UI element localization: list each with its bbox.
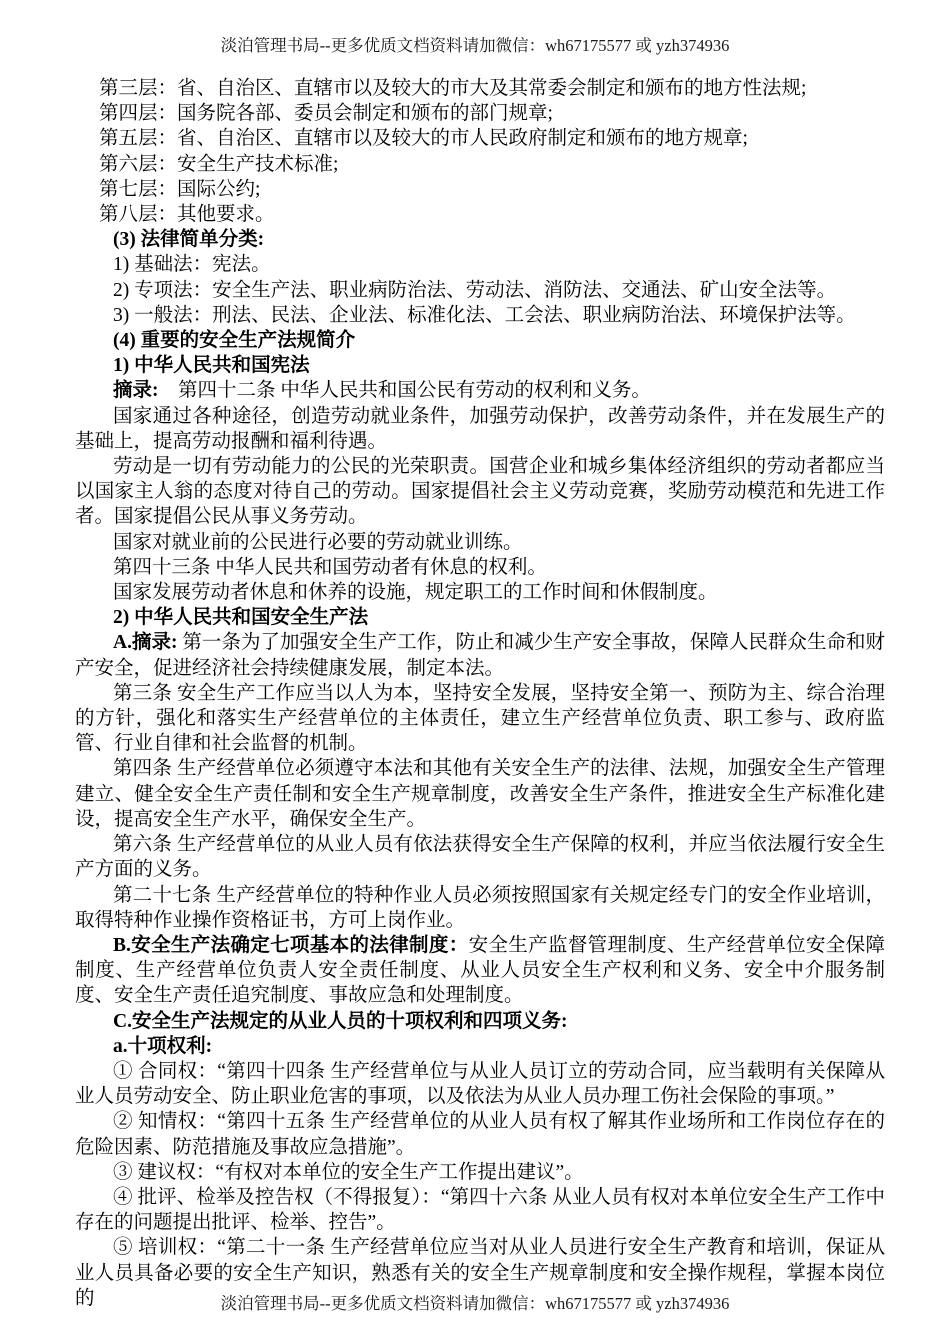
paragraph: ③ 建议权：“有权对本单位的安全生产工作提出建议”。 <box>113 1161 584 1183</box>
document-body <box>75 76 885 1311</box>
paragraph: ② 知情权：“第四十五条 生产经营单位的从业人员有权了解其作业场所和工作岗位存在的危险因素、防范措施及事故应急措施”。 <box>75 1111 885 1158</box>
paragraph: 第七层：国际公约; <box>99 178 261 200</box>
paragraph: 劳动是一切有劳动能力的公民的光荣职责。国营企业和城乡集体经济组织的劳动者都应当以国家主人翁的态度对待自己的劳动。国家提倡社会主义劳动竞赛，奖励劳动模范和先进工作者。国家提倡公民从事义务劳动。 <box>75 456 885 528</box>
paragraph: a.十项权利: <box>113 1035 213 1057</box>
paragraph: C.安全生产法规定的从业人员的十项权利和四项义务: <box>113 1010 568 1032</box>
paragraph-label: A.摘录: <box>113 632 178 654</box>
paragraph: 第六层：安全生产技术标准; <box>99 153 339 175</box>
paragraph: 国家发展劳动者休息和休养的设施，规定职工的工作时间和休假制度。 <box>113 582 718 604</box>
paragraph: B.安全生产法确定七项基本的法律制度：安全生产监督管理制度、生产经营单位安全保障制度、生产经营单位负责人安全责任制度、从业人员安全生产权利和义务、安全中介服务制度、安全生产责任追究制度、事故应急和处理制度。 <box>75 934 885 1007</box>
paragraph: 1) 基础法：宪法。 <box>113 254 271 276</box>
header-watermark: 淡泊管理书局--更多优质文档资料请加微信：wh67175577 或 yzh374936 <box>220 36 730 55</box>
paragraph: 3) 一般法：刑法、民法、企业法、标准化法、工会法、职业病防治法、环境保护法等。 <box>113 304 856 326</box>
paragraph: ④ 批评、检举及控告权（不得报复）：“第四十六条 从业人员有权对本单位安全生产工作中存在的问题提出批评、检举、控告”。 <box>75 1186 885 1234</box>
paragraph: 1) 中华人民共和国宪法 <box>113 355 310 377</box>
paragraph: A.摘录: 第一条为了加强安全生产工作，防止和减少生产安全事故，保障人民群众生命和财产安全，促进经济社会持续健康发展，制定本法。 <box>75 632 885 679</box>
footer-watermark: 淡泊管理书局--更多优质文档资料请加微信：wh67175577 或 yzh374936 <box>220 1294 730 1313</box>
paragraph: 国家通过各种途径，创造劳动就业条件，加强劳动保护，改善劳动条件，并在发展生产的基础上，提高劳动报酬和福利待遇。 <box>75 405 885 452</box>
paragraph: 第六条 生产经营单位的从业人员有依法获得安全生产保障的权利，并应当依法履行安全生产方面的义务。 <box>75 834 885 881</box>
paragraph: 第五层：省、自治区、直辖市以及较大的市人民政府制定和颁布的地方规章; <box>99 128 748 150</box>
paragraph: 2) 专项法：安全生产法、职业病防治法、劳动法、消防法、交通法、矿山安全法等。 <box>113 279 837 301</box>
paragraph: 2) 中华人民共和国安全生产法 <box>113 607 369 629</box>
paragraph: ⑤ 培训权：“第二十一条 生产经营单位应当对从业人员进行安全生产教育和培训，保证从业人员具备必要的安全生产知识，熟悉有关的安全生产规章制度和安全操作规程，掌握本岗位的 <box>75 1237 885 1309</box>
paragraph-label: B.安全生产法确定七项基本的法律制度： <box>113 934 469 956</box>
paragraph: 第二十七条 生产经营单位的特种作业人员必须按照国家有关规定经专门的安全作业培训，取得特种作业操作资格证书，方可上岗作业。 <box>75 884 885 931</box>
paragraph: 第四十三条 中华人民共和国劳动者有休息的权利。 <box>113 556 547 578</box>
paragraph: 第四条 生产经营单位必须遵守本法和其他有关安全生产的法律、法规，加强安全生产管理建立、健全安全生产责任制和安全生产规章制度，改善安全生产条件，推进安全生产标准化建设，提高安全生产水平，确保安全生产。 <box>75 758 885 830</box>
paragraph: 第三层：省、自治区、直辖市以及较大的市大及其常委会制定和颁布的地方性法规; <box>99 78 807 99</box>
paragraph: 第八层：其他要求。 <box>99 204 275 226</box>
paragraph: 国家对就业前的公民进行必要的劳动就业训练。 <box>113 531 523 553</box>
paragraph: (3) 法律简单分类: <box>113 229 265 251</box>
paragraph: 第四层：国务院各部、委员会制定和颁布的部门规章; <box>99 103 553 125</box>
paragraph: 摘录: 第四十二条 中华人民共和国公民有劳动的权利和义务。 <box>113 380 651 402</box>
paragraph: 第三条 安全生产工作应当以人为本，坚持安全发展，坚持安全第一、预防为主、综合治理的方针，强化和落实生产经营单位的主体责任，建立生产经营单位负责、职工参与、政府监管、行业自律和社会监督的机制。 <box>75 682 885 755</box>
paragraph: (4) 重要的安全生产法规简介 <box>113 330 356 352</box>
paragraph-label: 摘录: <box>113 380 159 402</box>
paragraph: ① 合同权：“第四十四条 生产经营单位与从业人员订立的劳动合同，应当载明有关保障从业人员劳动安全、防止职业危害的事项，以及依法为从业人员办理工伤社会保险的事项。” <box>75 1060 885 1108</box>
